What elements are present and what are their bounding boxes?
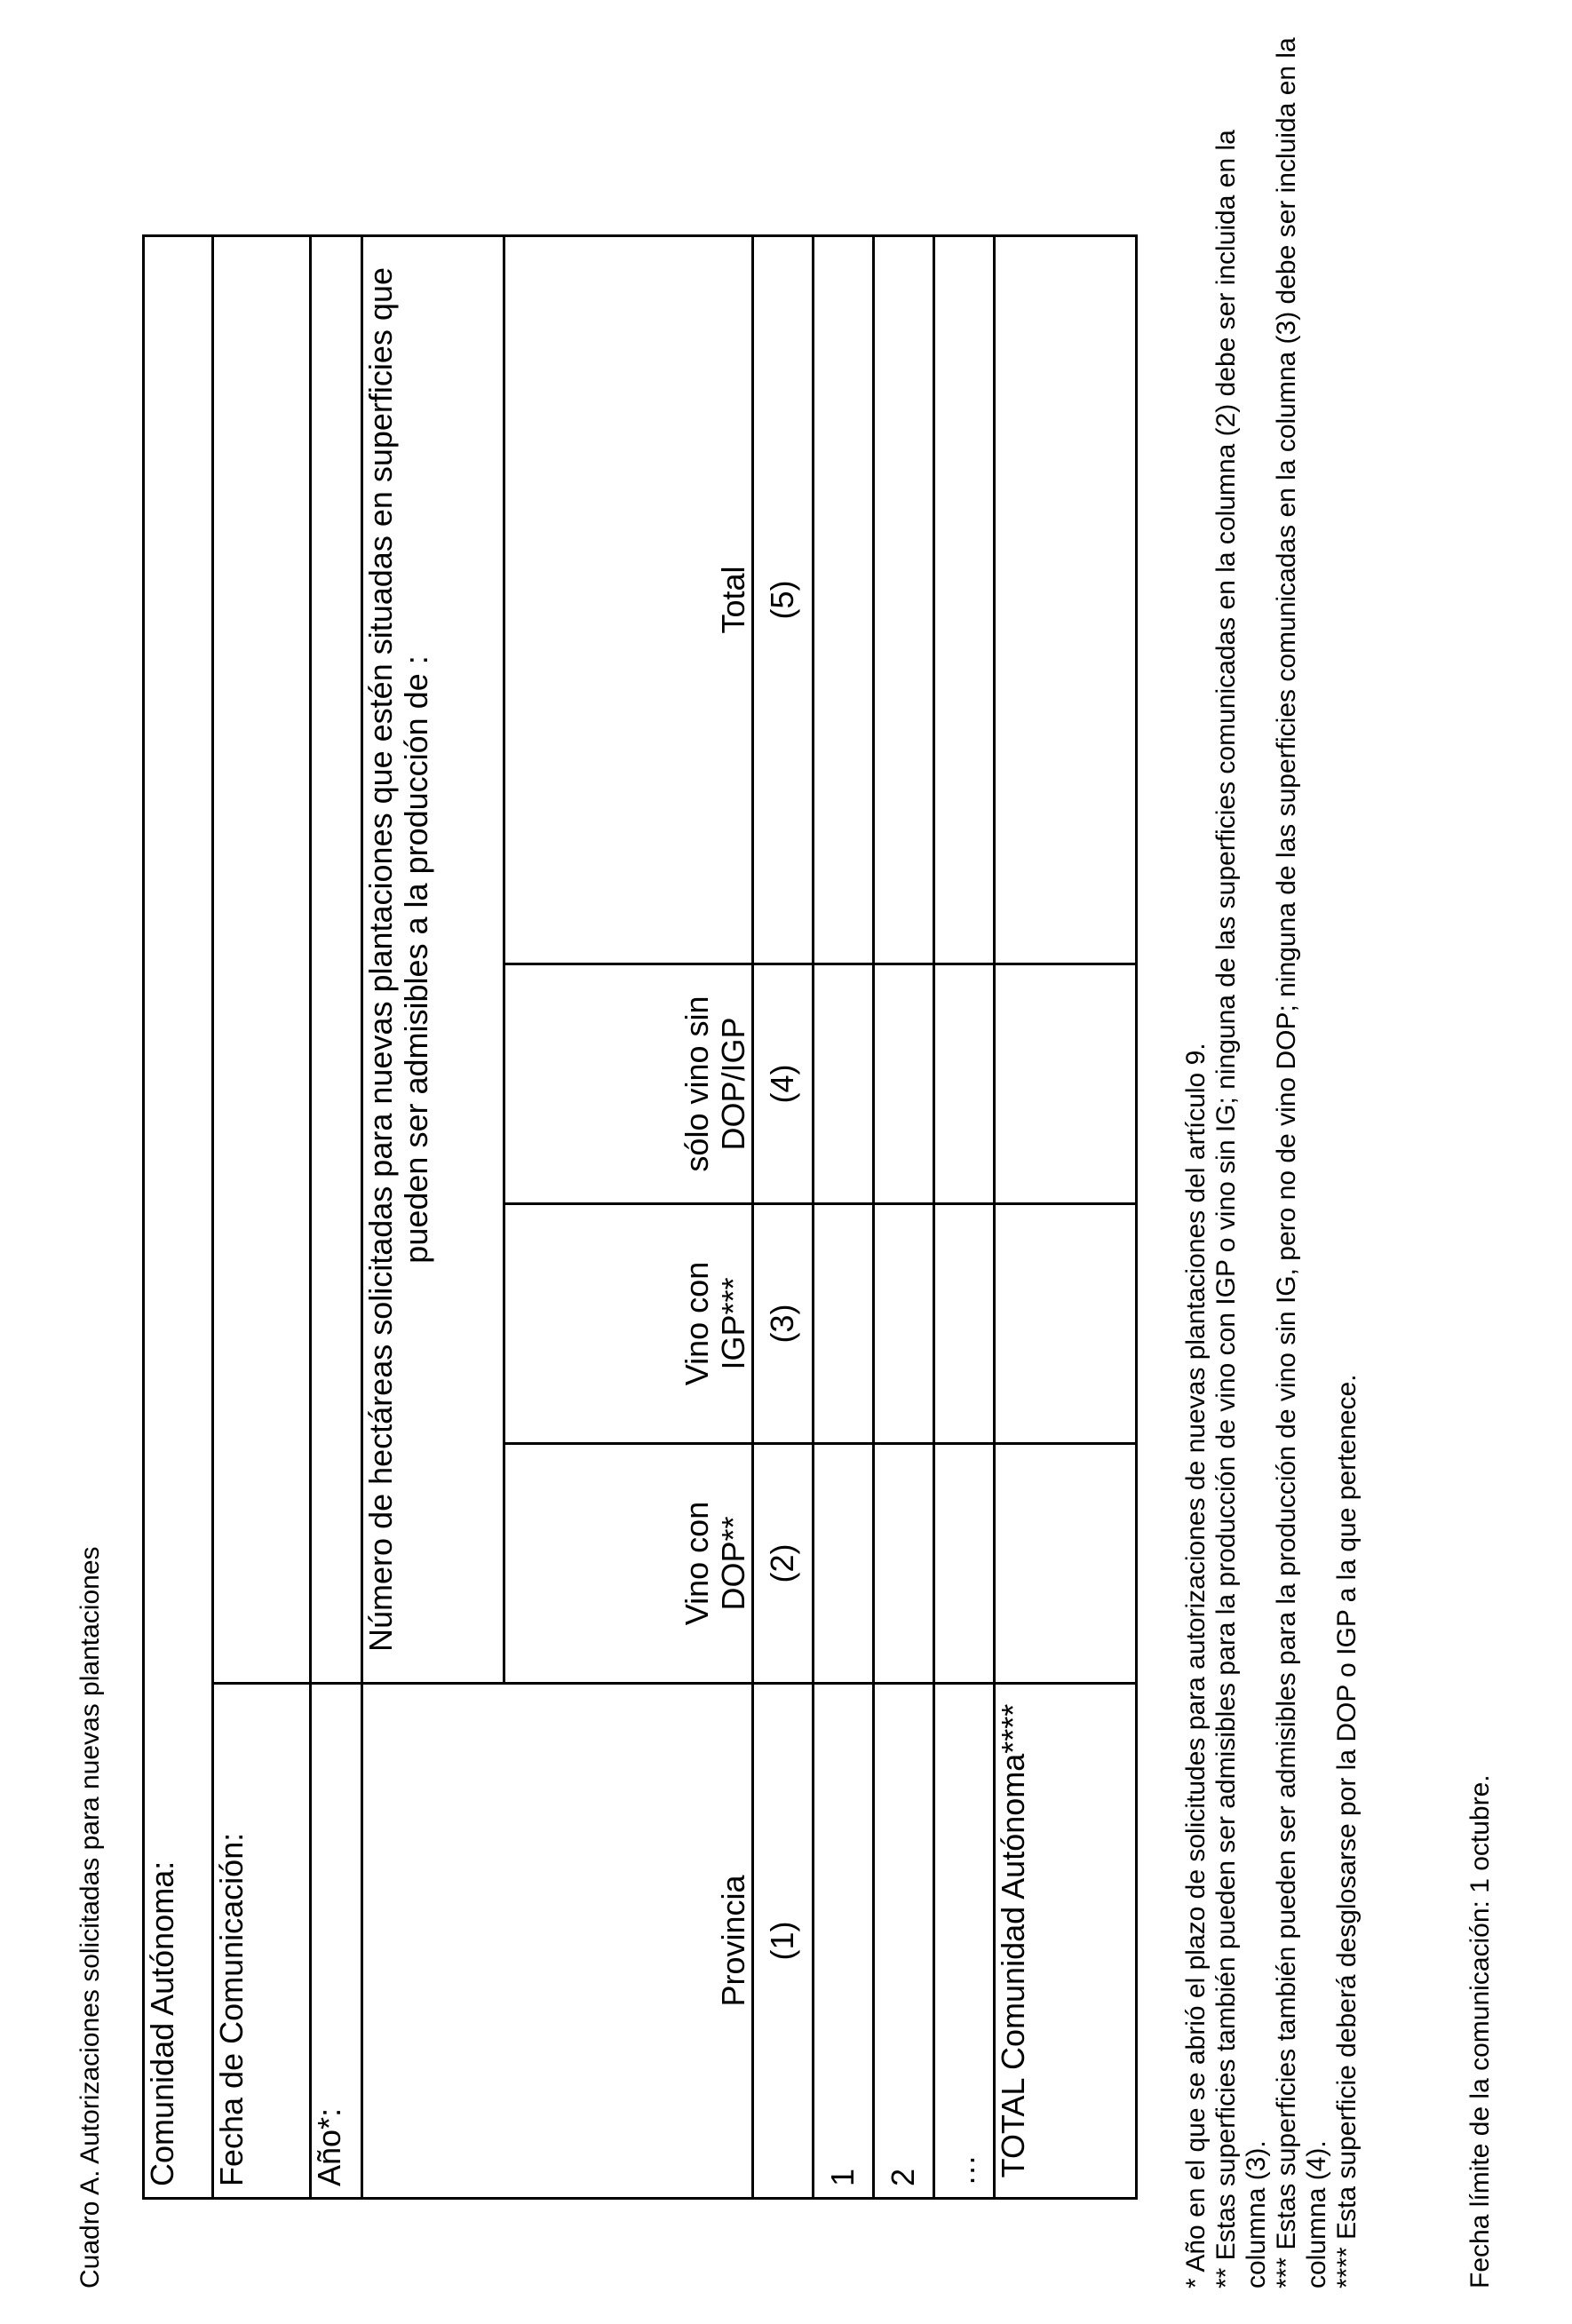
table-cell[interactable] xyxy=(934,964,995,1204)
row-label: 1 xyxy=(814,1684,874,2199)
table-cell[interactable] xyxy=(995,235,1137,964)
table-cell[interactable] xyxy=(814,1444,874,1684)
col-header-total: Total xyxy=(504,235,753,964)
table-row xyxy=(874,235,934,2198)
col-header-provincia: Provincia xyxy=(362,1684,753,2199)
col-header-sin-dop-igp: sólo vino sin DOP/IGP xyxy=(504,964,753,1204)
fecha-row xyxy=(213,235,311,2198)
group-header: Número de hectáreas solicitadas para nuevas plantaciones que estén situadas en superficies que pueden ser admisibles a la producción de : xyxy=(362,235,504,1683)
anio-label: Año*: xyxy=(311,1684,362,2199)
fecha-label: Fecha de Comunicación: xyxy=(213,1684,311,2199)
footnote: *** Estas superficies también pueden ser admisibles para la producción de vino sin IG, pero no de vino DOP; ninguna de las superficies comunicadas en la columna (3) debe ser incluida en la columna (4). xyxy=(1272,37,1331,2288)
table-cell[interactable] xyxy=(934,1444,995,1684)
comunidad-label: Comunidad Autónoma: xyxy=(144,235,213,2198)
anio-row xyxy=(311,235,362,2198)
table-row xyxy=(814,235,874,2198)
table-cell[interactable] xyxy=(874,964,934,1204)
footnote: **** Esta superficie deberá desglosarse por la DOP o IGP a la que pertenece. xyxy=(1332,1374,1362,2288)
table-cell[interactable] xyxy=(995,964,1137,1204)
col-number: (4) xyxy=(753,964,814,1204)
deadline-note: Fecha límite de la comunicación: 1 octubre. xyxy=(1465,1774,1495,2288)
table-cell[interactable] xyxy=(995,1204,1137,1444)
comunidad-row xyxy=(144,235,213,2198)
footnote: ** Estas superficies también pueden ser admisibles para la producción de vino con IGP o vino sin IG; ninguna de las superficies comunicadas en la columna (2) debe ser incluida en la columna (3). xyxy=(1211,130,1271,2288)
table-cell[interactable] xyxy=(995,1444,1137,1684)
authorizations-table xyxy=(142,234,1138,2200)
table-cell[interactable] xyxy=(874,1444,934,1684)
col-header-dop: Vino con DOP** xyxy=(504,1444,753,1684)
table-caption: Cuadro A. Autorizaciones solicitadas para nuevas plantaciones xyxy=(75,1546,105,2288)
table-cell[interactable] xyxy=(814,235,874,964)
col-number: (1) xyxy=(753,1684,814,2199)
anio-value[interactable] xyxy=(311,235,362,1683)
footnote: * Año en el que se abrió el plazo de solicitudes para autorizaciones de nuevas plantaciones del artículo 9. xyxy=(1181,1043,1211,2288)
table-cell[interactable] xyxy=(814,964,874,1204)
row-label: 2 xyxy=(874,1684,934,2199)
row-label: … xyxy=(934,1684,995,2199)
group-header-row xyxy=(362,235,504,2198)
table-cell[interactable] xyxy=(934,1204,995,1444)
total-label: TOTAL Comunidad Autónoma**** xyxy=(995,1684,1137,2199)
table-row xyxy=(934,235,995,2198)
footnotes xyxy=(1181,33,1362,2288)
col-number: (2) xyxy=(753,1444,814,1684)
fecha-value[interactable] xyxy=(213,235,311,1683)
col-number: (5) xyxy=(753,235,814,964)
table-cell[interactable] xyxy=(874,235,934,964)
total-row xyxy=(995,235,1137,2198)
table-cell[interactable] xyxy=(814,1204,874,1444)
table-cell[interactable] xyxy=(874,1204,934,1444)
col-header-igp: Vino con IGP*** xyxy=(504,1204,753,1444)
table-cell[interactable] xyxy=(934,235,995,964)
column-number-row xyxy=(753,235,814,2198)
col-number: (3) xyxy=(753,1204,814,1444)
